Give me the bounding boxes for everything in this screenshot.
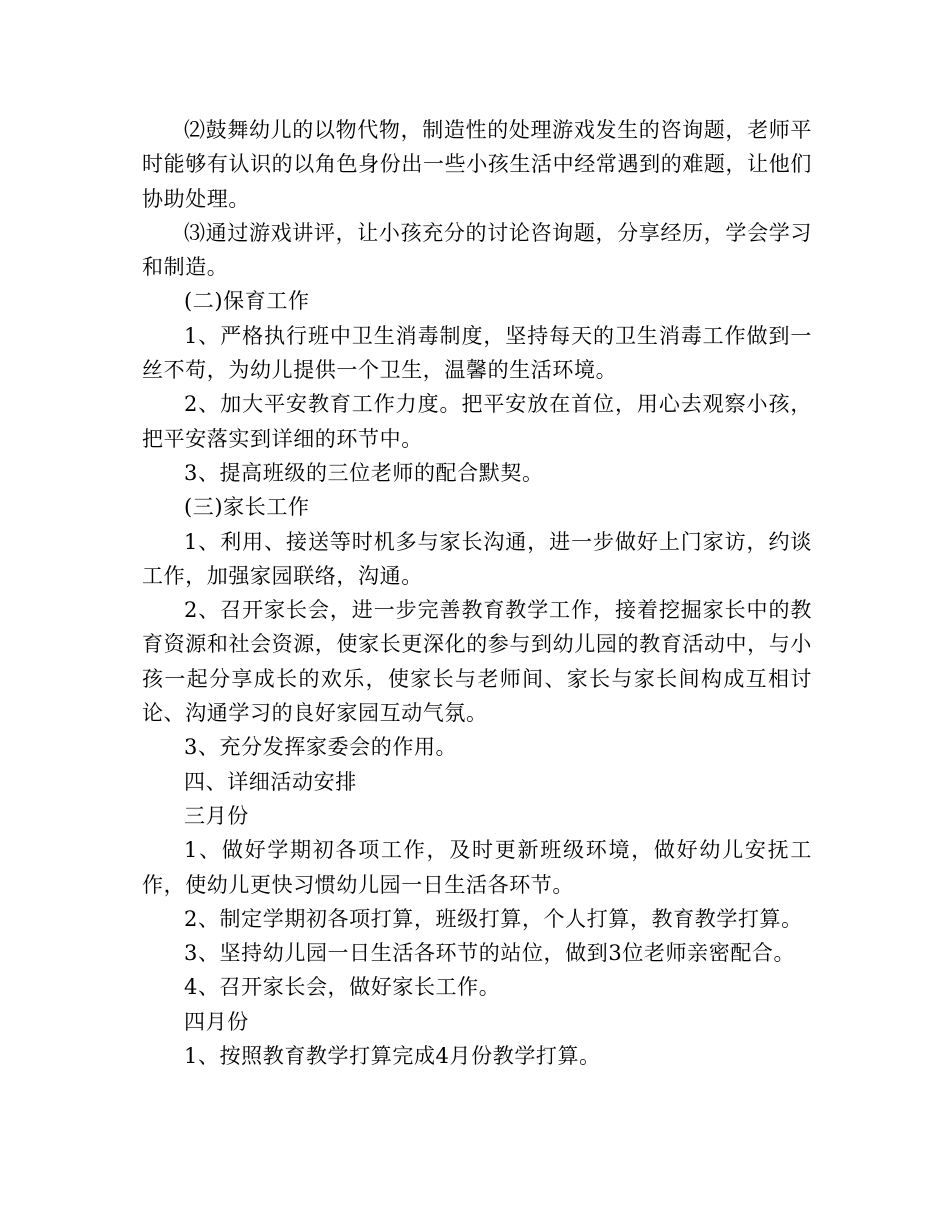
paragraph: 1、按照教育教学打算完成4月份教学打算。 bbox=[184, 1044, 601, 1069]
paragraph: 1、利用、接送等时机多与家长沟通，进一步做好上门家访，约谈工作，加强家园联络，沟通。 bbox=[142, 529, 812, 588]
paragraph: 2、召开家长会，进一步完善教育教学工作，接着挖掘家长中的教育资源和社会资源，使家长更深化的参与到幼儿园的教育活动中，与小孩一起分享成长的欢乐，使家长与老师间、家长与家长间构成互相讨论、沟通学习的良好家园互动气氛。 bbox=[142, 598, 812, 726]
paragraph: 4、召开家长会，做好家长工作。 bbox=[184, 975, 501, 1000]
paragraph: 3、坚持幼儿园一日生活各环节的站位，做到3位老师亲密配合。 bbox=[184, 941, 796, 966]
section-heading: 四、详细活动安排 bbox=[184, 769, 357, 794]
paragraph: 2、制定学期初各项打算，班级打算，个人打算，教育教学打算。 bbox=[184, 906, 803, 931]
paragraph: ⑶通过游戏讲评，让小孩充分的讨论咨询题，分享经历，学会学习和制造。 bbox=[142, 220, 812, 280]
paragraph: 1、严格执行班中卫生消毒制度，坚持每天的卫生消毒工作做到一丝不苟，为幼儿提供一个卫生，温馨的生活环境。 bbox=[142, 323, 812, 383]
month-heading: 三月份 bbox=[184, 803, 249, 828]
month-heading: 四月份 bbox=[184, 1009, 249, 1034]
paragraph: 3、提高班级的三位老师的配合默契。 bbox=[184, 460, 544, 485]
paragraph: 2、加大平安教育工作力度。把平安放在首位，用心去观察小孩，把平安落实到详细的环节中。 bbox=[142, 392, 812, 451]
document-page bbox=[142, 113, 812, 1073]
section-heading: (二)保育工作 bbox=[184, 289, 310, 314]
paragraph: 3、充分发挥家委会的作用。 bbox=[184, 735, 458, 760]
paragraph: 1、做好学期初各项工作，及时更新班级环境，做好幼儿安抚工作，使幼儿更快习惯幼儿园一日生活各环节。 bbox=[142, 838, 812, 897]
section-heading: (三)家长工作 bbox=[184, 495, 310, 520]
paragraph: ⑵鼓舞幼儿的以物代物，制造性的处理游戏发生的咨询题，老师平时能够有认识的以角色身份出一些小孩生活中经常遇到的难题，让他们协助处理。 bbox=[142, 118, 812, 211]
